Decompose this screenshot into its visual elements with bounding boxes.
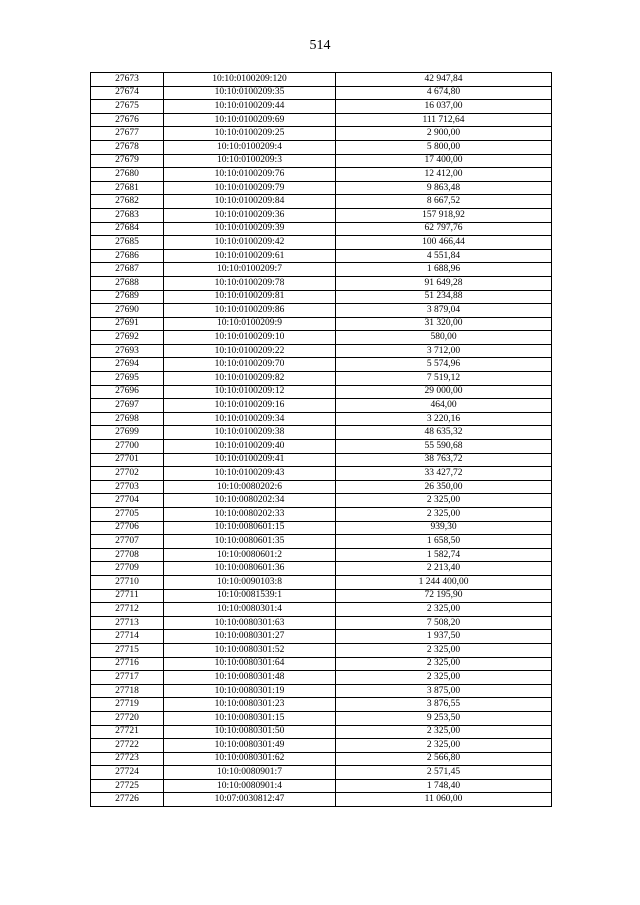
table-row — [91, 113, 552, 127]
row-number-cell: 27714 — [91, 630, 164, 644]
cadastral-value-cell: 17 400,00 — [336, 154, 552, 168]
table-row — [91, 304, 552, 318]
table-row — [91, 657, 552, 671]
cadastral-value-cell: 5 574,96 — [336, 358, 552, 372]
cadastral-number-cell: 10:10:0081539:1 — [164, 589, 336, 603]
table-row — [91, 453, 552, 467]
cadastral-value-cell: 38 763,72 — [336, 453, 552, 467]
cadastral-number-cell: 10:10:0080901:4 — [164, 779, 336, 793]
cadastral-value-cell: 11 060,00 — [336, 793, 552, 807]
table-row — [91, 86, 552, 100]
row-number-cell: 27684 — [91, 222, 164, 236]
table-row — [91, 412, 552, 426]
cadastral-number-cell: 10:10:0080301:48 — [164, 671, 336, 685]
cadastral-value-cell: 9 863,48 — [336, 181, 552, 195]
cadastral-value-cell: 3 712,00 — [336, 344, 552, 358]
cadastral-value-cell: 1 937,50 — [336, 630, 552, 644]
row-number-cell: 27678 — [91, 140, 164, 154]
cadastral-number-cell: 10:10:0100209:9 — [164, 317, 336, 331]
row-number-cell: 27694 — [91, 358, 164, 372]
table-row — [91, 643, 552, 657]
row-number-cell: 27707 — [91, 535, 164, 549]
cadastral-value-cell: 3 879,04 — [336, 304, 552, 318]
table-row — [91, 684, 552, 698]
cadastral-value-cell: 1 748,40 — [336, 779, 552, 793]
cadastral-value-cell: 29 000,00 — [336, 385, 552, 399]
table-row — [91, 521, 552, 535]
row-number-cell: 27698 — [91, 412, 164, 426]
table-row — [91, 73, 552, 87]
cadastral-number-cell: 10:10:0100209:4 — [164, 140, 336, 154]
table-row — [91, 725, 552, 739]
cadastral-number-cell: 10:10:0080301:52 — [164, 643, 336, 657]
cadastral-value-cell: 1 244 400,00 — [336, 575, 552, 589]
table-row — [91, 276, 552, 290]
row-number-cell: 27705 — [91, 508, 164, 522]
row-number-cell: 27702 — [91, 467, 164, 481]
row-number-cell: 27723 — [91, 752, 164, 766]
cadastral-value-cell: 2 325,00 — [336, 739, 552, 753]
cadastral-number-cell: 10:10:0080301:27 — [164, 630, 336, 644]
row-number-cell: 27690 — [91, 304, 164, 318]
row-number-cell: 27717 — [91, 671, 164, 685]
row-number-cell: 27685 — [91, 236, 164, 250]
cadastral-number-cell: 10:10:0080301:4 — [164, 603, 336, 617]
row-number-cell: 27715 — [91, 643, 164, 657]
cadastral-value-cell: 8 667,52 — [336, 195, 552, 209]
row-number-cell: 27681 — [91, 181, 164, 195]
table-row — [91, 467, 552, 481]
table-row — [91, 508, 552, 522]
row-number-cell: 27676 — [91, 113, 164, 127]
cadastral-value-cell: 5 800,00 — [336, 140, 552, 154]
cadastral-value-cell: 55 590,68 — [336, 440, 552, 454]
row-number-cell: 27709 — [91, 562, 164, 576]
table-body — [91, 73, 552, 807]
cadastral-value-cell: 33 427,72 — [336, 467, 552, 481]
cadastral-number-cell: 10:10:0100209:86 — [164, 304, 336, 318]
cadastral-number-cell: 10:10:0080301:15 — [164, 711, 336, 725]
row-number-cell: 27718 — [91, 684, 164, 698]
cadastral-value-cell: 1 658,50 — [336, 535, 552, 549]
row-number-cell: 27708 — [91, 548, 164, 562]
cadastral-value-cell: 2 900,00 — [336, 127, 552, 141]
row-number-cell: 27695 — [91, 372, 164, 386]
table-row — [91, 793, 552, 807]
cadastral-number-cell: 10:10:0100209:7 — [164, 263, 336, 277]
row-number-cell: 27704 — [91, 494, 164, 508]
cadastral-number-cell: 10:10:0080601:36 — [164, 562, 336, 576]
cadastral-number-cell: 10:07:0030812:47 — [164, 793, 336, 807]
table-row — [91, 208, 552, 222]
cadastral-value-cell: 26 350,00 — [336, 480, 552, 494]
row-number-cell: 27700 — [91, 440, 164, 454]
cadastral-value-cell: 91 649,28 — [336, 276, 552, 290]
cadastral-value-cell: 72 195,90 — [336, 589, 552, 603]
cadastral-value-cell: 2 325,00 — [336, 671, 552, 685]
row-number-cell: 27703 — [91, 480, 164, 494]
row-number-cell: 27721 — [91, 725, 164, 739]
cadastral-number-cell: 10:10:0100209:43 — [164, 467, 336, 481]
row-number-cell: 27674 — [91, 86, 164, 100]
cadastral-value-cell: 4 674,80 — [336, 86, 552, 100]
row-number-cell: 27720 — [91, 711, 164, 725]
row-number-cell: 27722 — [91, 739, 164, 753]
cadastral-value-cell: 31 320,00 — [336, 317, 552, 331]
cadastral-number-cell: 10:10:0100209:22 — [164, 344, 336, 358]
cadastral-value-cell: 7 519,12 — [336, 372, 552, 386]
cadastral-number-cell: 10:10:0100209:79 — [164, 181, 336, 195]
row-number-cell: 27699 — [91, 426, 164, 440]
table-row — [91, 317, 552, 331]
table-row — [91, 331, 552, 345]
table-row — [91, 575, 552, 589]
cadastral-number-cell: 10:10:0100209:3 — [164, 154, 336, 168]
table-row — [91, 711, 552, 725]
table-row — [91, 236, 552, 250]
cadastral-value-cell: 2 325,00 — [336, 508, 552, 522]
cadastral-number-cell: 10:10:0100209:120 — [164, 73, 336, 87]
table-row — [91, 480, 552, 494]
cadastral-number-cell: 10:10:0100209:69 — [164, 113, 336, 127]
cadastral-value-cell: 1 688,96 — [336, 263, 552, 277]
cadastral-value-cell: 157 918,92 — [336, 208, 552, 222]
cadastral-value-cell: 580,00 — [336, 331, 552, 345]
row-number-cell: 27687 — [91, 263, 164, 277]
row-number-cell: 27701 — [91, 453, 164, 467]
cadastral-number-cell: 10:10:0080301:50 — [164, 725, 336, 739]
cadastral-value-cell: 12 412,00 — [336, 168, 552, 182]
table-row — [91, 426, 552, 440]
table-row — [91, 168, 552, 182]
row-number-cell: 27673 — [91, 73, 164, 87]
cadastral-value-cell: 2 325,00 — [336, 725, 552, 739]
cadastral-number-cell: 10:10:0080202:6 — [164, 480, 336, 494]
cadastral-value-cell: 2 571,45 — [336, 766, 552, 780]
cadastral-number-cell: 10:10:0100209:34 — [164, 412, 336, 426]
cadastral-number-cell: 10:10:0100209:35 — [164, 86, 336, 100]
cadastral-number-cell: 10:10:0080202:33 — [164, 508, 336, 522]
cadastral-value-cell: 48 635,32 — [336, 426, 552, 440]
row-number-cell: 27677 — [91, 127, 164, 141]
table-row — [91, 548, 552, 562]
cadastral-number-cell: 10:10:0100209:81 — [164, 290, 336, 304]
row-number-cell: 27683 — [91, 208, 164, 222]
cadastral-value-cell: 2 325,00 — [336, 657, 552, 671]
row-number-cell: 27713 — [91, 616, 164, 630]
cadastral-number-cell: 10:10:0100209:42 — [164, 236, 336, 250]
cadastral-number-cell: 10:10:0080301:62 — [164, 752, 336, 766]
cadastral-number-cell: 10:10:0080301:19 — [164, 684, 336, 698]
cadastral-number-cell: 10:10:0100209:36 — [164, 208, 336, 222]
cadastral-number-cell: 10:10:0100209:25 — [164, 127, 336, 141]
row-number-cell: 27724 — [91, 766, 164, 780]
row-number-cell: 27693 — [91, 344, 164, 358]
row-number-cell: 27716 — [91, 657, 164, 671]
table-row — [91, 766, 552, 780]
cadastral-value-cell: 3 876,55 — [336, 698, 552, 712]
table-row — [91, 698, 552, 712]
cadastral-number-cell: 10:10:0080601:2 — [164, 548, 336, 562]
table-row — [91, 385, 552, 399]
row-number-cell: 27675 — [91, 100, 164, 114]
row-number-cell: 27697 — [91, 399, 164, 413]
table-row — [91, 616, 552, 630]
row-number-cell: 27712 — [91, 603, 164, 617]
page-number: 514 — [309, 38, 331, 53]
cadastral-number-cell: 10:10:0100209:12 — [164, 385, 336, 399]
cadastral-number-cell: 10:10:0100209:39 — [164, 222, 336, 236]
table-row — [91, 222, 552, 236]
cadastral-number-cell: 10:10:0100209:41 — [164, 453, 336, 467]
cadastral-value-cell: 464,00 — [336, 399, 552, 413]
cadastral-number-cell: 10:10:0100209:70 — [164, 358, 336, 372]
cadastral-value-cell: 1 582,74 — [336, 548, 552, 562]
cadastral-value-cell: 16 037,00 — [336, 100, 552, 114]
cadastral-value-cell: 2 325,00 — [336, 603, 552, 617]
cadastral-number-cell: 10:10:0080601:15 — [164, 521, 336, 535]
row-number-cell: 27692 — [91, 331, 164, 345]
table-row — [91, 372, 552, 386]
row-number-cell: 27725 — [91, 779, 164, 793]
cadastral-value-cell: 2 213,40 — [336, 562, 552, 576]
table-row — [91, 739, 552, 753]
cadastral-value-cell: 100 466,44 — [336, 236, 552, 250]
cadastral-value-cell: 3 220,16 — [336, 412, 552, 426]
cadastral-number-cell: 10:10:0100209:78 — [164, 276, 336, 290]
table-row — [91, 630, 552, 644]
cadastral-number-cell: 10:10:0100209:40 — [164, 440, 336, 454]
row-number-cell: 27688 — [91, 276, 164, 290]
table-row — [91, 290, 552, 304]
cadastral-value-cell: 2 325,00 — [336, 643, 552, 657]
table-row — [91, 671, 552, 685]
cadastral-number-cell: 10:10:0090103:8 — [164, 575, 336, 589]
table-row — [91, 263, 552, 277]
row-number-cell: 27696 — [91, 385, 164, 399]
cadastral-number-cell: 10:10:0080202:34 — [164, 494, 336, 508]
cadastral-number-cell: 10:10:0100209:84 — [164, 195, 336, 209]
cadastral-number-cell: 10:10:0100209:76 — [164, 168, 336, 182]
cadastral-number-cell: 10:10:0100209:38 — [164, 426, 336, 440]
table-row — [91, 603, 552, 617]
cadastral-number-cell: 10:10:0100209:61 — [164, 249, 336, 263]
table-row — [91, 154, 552, 168]
cadastral-value-cell: 939,30 — [336, 521, 552, 535]
row-number-cell: 27726 — [91, 793, 164, 807]
table-row — [91, 100, 552, 114]
cadastral-number-cell: 10:10:0080301:49 — [164, 739, 336, 753]
cadastral-number-cell: 10:10:0080601:35 — [164, 535, 336, 549]
table-row — [91, 399, 552, 413]
cadastral-value-cell: 111 712,64 — [336, 113, 552, 127]
table-row — [91, 562, 552, 576]
cadastral-number-cell: 10:10:0080901:7 — [164, 766, 336, 780]
table-row — [91, 589, 552, 603]
row-number-cell: 27711 — [91, 589, 164, 603]
table-row — [91, 494, 552, 508]
cadastral-number-cell: 10:10:0080301:23 — [164, 698, 336, 712]
table-row — [91, 752, 552, 766]
cadastral-value-cell: 42 947,84 — [336, 73, 552, 87]
cadastral-value-table — [90, 72, 552, 807]
cadastral-number-cell: 10:10:0100209:10 — [164, 331, 336, 345]
cadastral-value-cell: 7 508,20 — [336, 616, 552, 630]
row-number-cell: 27682 — [91, 195, 164, 209]
table-row — [91, 358, 552, 372]
cadastral-number-cell: 10:10:0100209:82 — [164, 372, 336, 386]
row-number-cell: 27689 — [91, 290, 164, 304]
table-row — [91, 440, 552, 454]
table-row — [91, 535, 552, 549]
row-number-cell: 27710 — [91, 575, 164, 589]
table-row — [91, 249, 552, 263]
cadastral-number-cell: 10:10:0100209:16 — [164, 399, 336, 413]
row-number-cell: 27679 — [91, 154, 164, 168]
cadastral-value-cell: 2 325,00 — [336, 494, 552, 508]
table-row — [91, 779, 552, 793]
cadastral-value-cell: 4 551,84 — [336, 249, 552, 263]
table-row — [91, 127, 552, 141]
row-number-cell: 27719 — [91, 698, 164, 712]
cadastral-value-cell: 2 566,80 — [336, 752, 552, 766]
cadastral-number-cell: 10:10:0080301:64 — [164, 657, 336, 671]
row-number-cell: 27680 — [91, 168, 164, 182]
table-row — [91, 195, 552, 209]
table-row — [91, 181, 552, 195]
table-row — [91, 344, 552, 358]
table-row — [91, 140, 552, 154]
row-number-cell: 27691 — [91, 317, 164, 331]
cadastral-number-cell: 10:10:0100209:44 — [164, 100, 336, 114]
cadastral-value-cell: 51 234,88 — [336, 290, 552, 304]
cadastral-value-cell: 9 253,50 — [336, 711, 552, 725]
row-number-cell: 27706 — [91, 521, 164, 535]
cadastral-value-cell: 62 797,76 — [336, 222, 552, 236]
row-number-cell: 27686 — [91, 249, 164, 263]
cadastral-value-cell: 3 875,00 — [336, 684, 552, 698]
cadastral-number-cell: 10:10:0080301:63 — [164, 616, 336, 630]
